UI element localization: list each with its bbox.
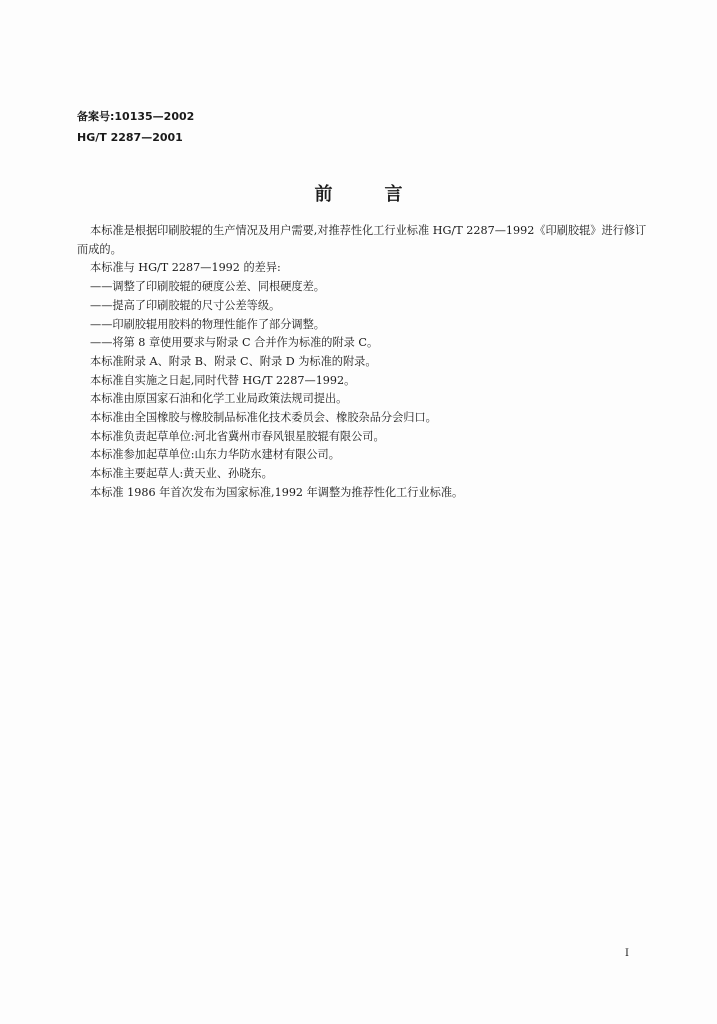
paragraph: 本标准参加起草单位:山东力华防水建材有限公司。 [90, 448, 340, 462]
paragraph: 本标准是根据印刷胶辊的生产情况及用户需要,对推荐性化工行业标准 HG/T 2287—1992《印刷胶辊》进行修订而成的。 [77, 224, 647, 256]
paragraph: 本标准附录 A、附录 B、附录 C、附录 D 为标准的附录。 [90, 354, 377, 368]
paragraph: 本标准自实施之日起,同时代替 HG/T 2287—1992。 [90, 373, 356, 387]
record-number: 备案号:10135—2002 [77, 110, 195, 123]
list-item: ——调整了印刷胶辊的硬度公差、同根硬度差。 [90, 280, 325, 294]
paragraph: 本标准主要起草人:黄天业、孙晓东。 [90, 467, 273, 481]
document-header [77, 106, 194, 148]
foreword-body [77, 222, 653, 503]
page-number: I [625, 948, 629, 959]
paragraph: 本标准负责起草单位:河北省冀州市春风银星胶辊有限公司。 [90, 429, 385, 443]
standard-code: HG/T 2287—2001 [77, 131, 183, 144]
paragraph: 本标准与 HG/T 2287—1992 的差异: [90, 261, 281, 275]
list-item: ——提高了印刷胶辊的尺寸公差等级。 [90, 298, 281, 312]
paragraph: 本标准由原国家石油和化学工业局政策法规司提出。 [90, 392, 348, 406]
list-item: ——印刷胶辊用胶料的物理性能作了部分调整。 [90, 317, 325, 331]
paragraph: 本标准 1986 年首次发布为国家标准,1992 年调整为推荐性化工行业标准。 [90, 485, 464, 499]
paragraph: 本标准由全国橡胶与橡胶制品标准化技术委员会、橡胶杂品分会归口。 [90, 411, 437, 425]
list-item: ——将第 8 章使用要求与附录 C 合并作为标准的附录 C。 [90, 336, 379, 350]
page-title: 前言 [314, 184, 455, 205]
